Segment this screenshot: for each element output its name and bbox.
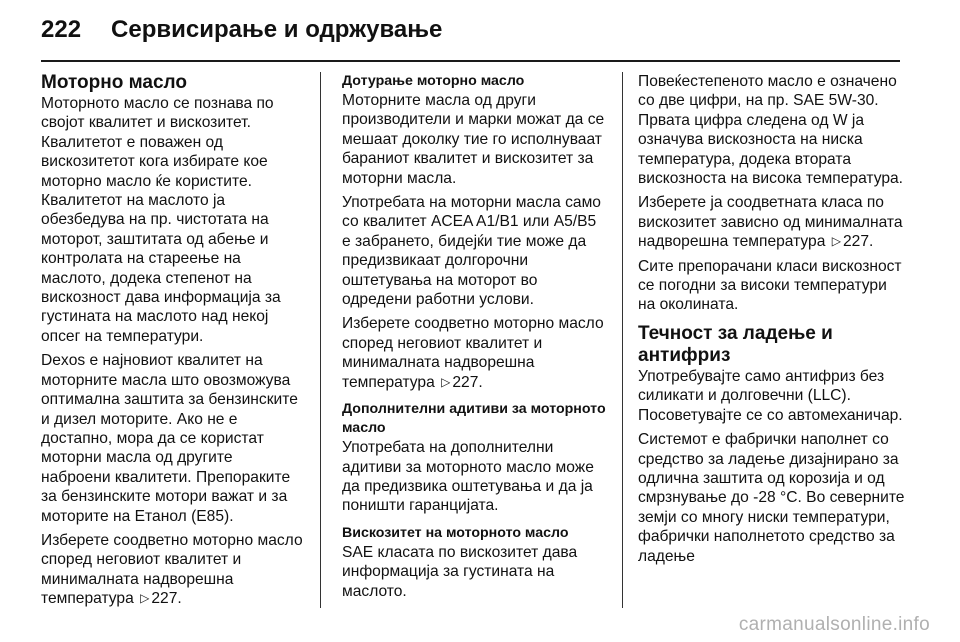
paragraph-text: Изберете соодветно моторно масло според неговиот квалитет и минималната надворешна температура xyxy=(41,531,303,608)
triangle-right-icon: ▷ xyxy=(140,591,150,606)
triangle-right-icon: ▷ xyxy=(441,374,451,389)
page-reference-link[interactable]: 227. xyxy=(151,590,182,608)
paragraph: Моторните масла од други производители и марки можат да се мешаат доколку тие го исполнуваат бараниот квалитет и вискозитет за моторни масла. xyxy=(342,92,605,187)
paragraph: Dexos е најновиот квалитет на моторните масла што овозможува оптимална заштита за бензинските и дизел моторите. Ако не е достапно, мора да се користат моторни масла од другите наброени квалитети. Препораките за бензинските мотори важат и за моторите на Етанол (E85). xyxy=(41,352,298,525)
subtitle-oil-additives: Дополнителни адитиви за моторното масло xyxy=(342,401,606,437)
paragraph: Употребувајте само антифриз без силикати и долговечни (LLC). Посоветувајте се со автомеханичар. xyxy=(638,367,903,424)
paragraph: Употребата на моторни масла само со квалитет ACEA A1/B1 или A5/B5 е забрането, бидејќи тие може да предизвикаат долгорочни оштетувања на моторот во одредени работни услови. xyxy=(342,194,601,309)
paragraph-with-reference xyxy=(342,314,607,392)
page-title: Сервисирање и одржување xyxy=(111,16,443,43)
paragraph: Употребата на дополнителни адитиви за моторното масло може да предизвика оштетувања и да ја поништи гаранцијата. xyxy=(342,439,594,515)
watermark: carmanualsonline.info xyxy=(738,614,930,635)
triangle-right-icon: ▷ xyxy=(831,234,841,249)
page-reference-link[interactable]: 227. xyxy=(842,233,874,251)
subtitle-topping-up-oil: Дотурање моторно масло xyxy=(342,73,525,89)
column-divider-2 xyxy=(622,72,623,608)
paragraph: Сите препорачани класи вискозност се погодни за високи температури на околината. xyxy=(638,257,902,314)
section-title-engine-oil: Моторно масло xyxy=(41,72,187,93)
subtitle-oil-viscosity: Вискозитет на моторното масло xyxy=(342,524,569,541)
paragraph-with-reference xyxy=(638,193,906,251)
paragraph: SAE класата по вискозитет дава информација за густината на маслото. xyxy=(342,543,578,600)
header-divider xyxy=(41,60,900,62)
page-header xyxy=(41,16,442,50)
paragraph: Моторното масло се познава по својот квалитет и вискозитет. Квалитетот е поважен од вискозитетот кога избирате кое моторно масло ќе користите. Квалитетот на маслото ја обезбедува на пр. чистотата на моторот, заштитата од абење и контролата на стареење на маслото, додека степенот на вискозност дава информација за густината на маслото над некој опсег на температури. xyxy=(41,95,281,345)
paragraph-with-reference xyxy=(41,531,306,609)
section-title-coolant: Течност за ладење и антифриз xyxy=(638,322,833,366)
paragraph: Системот е фабрички наполнет со средство за ладење дизајнирано за одлична заштита од корозија и од смрзнување до -28 °C. Во северните земји со многу ниски температури, фабрички наполнетото средство за ладење xyxy=(638,431,905,565)
page-number: 222 xyxy=(41,16,82,43)
column-divider-1 xyxy=(320,72,321,608)
paragraph: Повеќестепеното масло е означено со две цифри, на пр. SAE 5W-30. Првата цифра следена од W ја означува вискозноста на ниска температура, додека втората вискозноста на висока температура. xyxy=(638,73,904,188)
column-1 xyxy=(41,72,306,614)
paragraph-text: Изберете соодветно моторно масло според неговиот квалитет и минималната надворешна температура xyxy=(342,315,604,391)
column-2 xyxy=(342,72,607,609)
paragraph-text: Изберете ја соодветната класа по вискозитет зависно од минималната надворешна температура xyxy=(638,194,903,251)
column-3 xyxy=(638,72,906,571)
page-reference-link[interactable]: 227. xyxy=(452,373,483,391)
